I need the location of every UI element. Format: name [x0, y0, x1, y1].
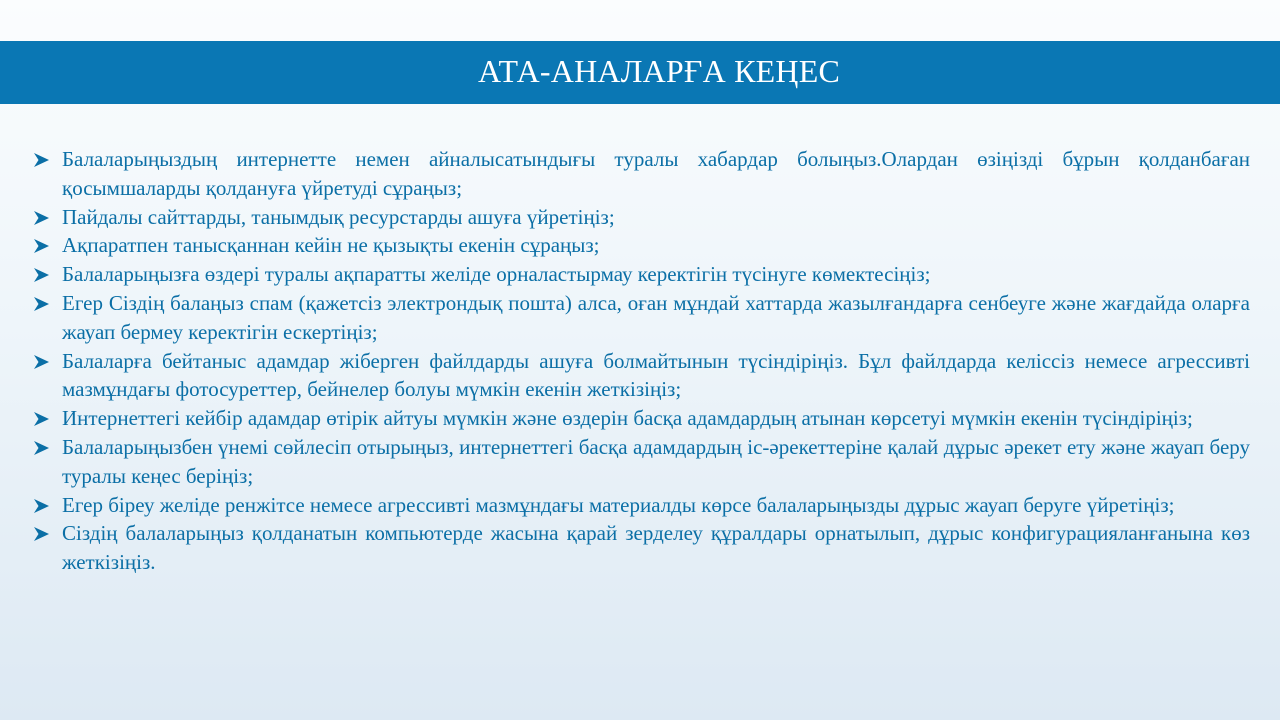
arrowhead-bullet-icon [32, 347, 52, 376]
advice-text: Балаларға бейтаныс адамдар жіберген файлдарды ашуға болмайтынын түсіндіріңіз. Бұл файлдарда келіссіз немесе агрессивті мазмұндағы фотосуреттер, бейнелер болуы мүмкін екенін жеткізіңіз; [62, 348, 1250, 402]
advice-list-item [32, 289, 1250, 347]
advice-list-item [32, 145, 1250, 203]
advice-text: Егер Сіздің балаңыз спам (қажетсіз электрондық пошта) алса, оған мұндай хаттарда жазылғандарға сенбеуге және жағдайда оларға жауап бермеу керектігін ескертіңіз; [62, 290, 1250, 344]
advice-text: Егер біреу желіде ренжітсе немесе агрессивті мазмұндағы материалды көрсе балаларыңызды дұрыс жауап беруге үйретіңіз; [62, 492, 1175, 517]
arrowhead-bullet-icon [32, 260, 52, 289]
advice-list [32, 145, 1250, 577]
advice-text: Балаларыңызбен үнемі сөйлесіп отырыңыз, интернеттегі басқа адамдардың іс-әрекеттеріне қалай дұрыс әрекет ету және жауап беру туралы кеңес беріңіз; [62, 434, 1250, 488]
content-area [32, 145, 1250, 577]
arrowhead-bullet-icon [32, 289, 52, 318]
advice-text: Балаларыңыздың интернетте немен айналысатындығы туралы хабардар болыңыз.Олардан өзіңізді бұрын қолданбаған қосымшаларды қолдануға үйретуді сұраңыз; [62, 147, 1250, 200]
arrowhead-bullet-icon [32, 145, 52, 174]
advice-text: Пайдалы сайттарды, танымдық ресурстарды ашуға үйретіңіз; [62, 204, 615, 229]
arrowhead-bullet-icon [32, 433, 52, 462]
advice-text: Сіздің балаларыңыз қолданатын компьютерде жасына қарай зерделеу құралдары орнатылып, дұрыс конфигурацияланғанына көз жеткізіңіз. [62, 521, 1250, 575]
arrowhead-bullet-icon [32, 203, 52, 232]
arrowhead-bullet-icon [32, 519, 52, 548]
advice-text: Интернеттегі кейбір адамдар өтірік айтуы мүмкін және өздерін басқа адамдардың атынан көрсетуі мүмкін екенін түсіндіріңіз; [62, 406, 1193, 431]
title-bar [0, 41, 1280, 104]
advice-list-item [32, 203, 1250, 232]
advice-text: Ақпаратпен танысқаннан кейін не қызықты екенін сұраңыз; [62, 233, 600, 258]
advice-text: Балаларыңызға өздері туралы ақпаратты желіде орналастырмау керектігін түсінуге көмектесіңіз; [62, 262, 931, 287]
advice-list-item [32, 433, 1250, 491]
arrowhead-bullet-icon [32, 491, 52, 520]
advice-list-item [32, 404, 1250, 433]
arrowhead-bullet-icon [32, 231, 52, 260]
slide-title: АТА-АНАЛАРҒА КЕҢЕС [477, 53, 841, 89]
advice-list-item [32, 260, 1250, 289]
advice-list-item [32, 347, 1250, 405]
advice-list-item [32, 491, 1250, 520]
advice-list-item [32, 519, 1250, 577]
arrowhead-bullet-icon [32, 404, 52, 433]
advice-list-item [32, 231, 1250, 260]
